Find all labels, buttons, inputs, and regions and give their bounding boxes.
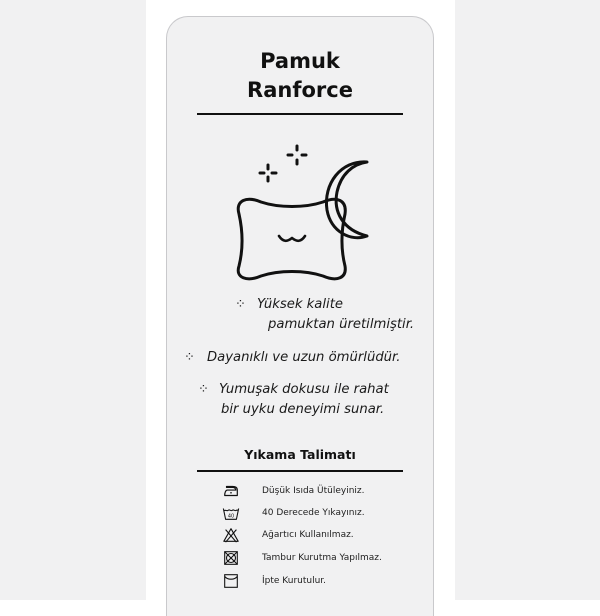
feature-text: Dayanıklı ve uzun ömürlüdür.	[207, 350, 401, 365]
svg-text:40: 40	[227, 513, 235, 520]
no-bleach-icon	[222, 526, 240, 544]
right-background-panel	[455, 0, 600, 600]
product-info-card	[166, 16, 434, 616]
feature-text: bir uyku deneyimi sunar.	[221, 402, 385, 417]
iron-low-heat-icon	[222, 482, 240, 500]
care-divider	[197, 470, 403, 472]
care-item-iron	[222, 481, 365, 501]
left-background-panel	[0, 0, 146, 600]
feature-item	[167, 295, 433, 335]
product-title-line1: Pamuk	[260, 49, 340, 73]
care-instructions-title: Yıkama Talimatı	[244, 447, 356, 462]
product-title-line2: Ranforce	[247, 78, 353, 102]
care-item-tumble	[222, 548, 382, 568]
sparkle-star-icon	[260, 165, 276, 181]
care-item-bleach	[222, 525, 354, 545]
feature-item	[167, 348, 433, 368]
feature-text: Yüksek kalite	[257, 297, 343, 312]
product-title	[167, 47, 433, 105]
line-dry-icon	[222, 572, 240, 590]
sparkle-star-icon	[288, 146, 306, 164]
care-label: Tambur Kurutma Yapılmaz.	[262, 553, 382, 563]
care-item-wash	[222, 503, 365, 523]
care-label: Düşük Isıda Ütüleyiniz.	[262, 486, 365, 496]
no-tumble-dry-icon	[222, 549, 240, 567]
care-label: Ağartıcı Kullanılmaz.	[262, 530, 354, 540]
care-item-line-dry	[222, 571, 327, 591]
care-label: 40 Derecede Yıkayınız.	[262, 508, 365, 518]
feature-text: pamuktan üretilmiştir.	[268, 317, 415, 332]
care-label: İpte Kurutulur.	[262, 576, 327, 586]
title-divider	[197, 113, 403, 115]
pillow-moon-stars-icon	[217, 132, 387, 282]
sparkle-bullet-icon: ⁘	[235, 297, 246, 312]
sparkle-bullet-icon: ⁘	[198, 382, 209, 397]
wash-40-icon	[222, 504, 240, 522]
feature-text: Yumuşak dokusu ile rahat	[219, 382, 389, 397]
sparkle-bullet-icon: ⁘	[184, 350, 195, 365]
feature-item	[167, 380, 433, 420]
